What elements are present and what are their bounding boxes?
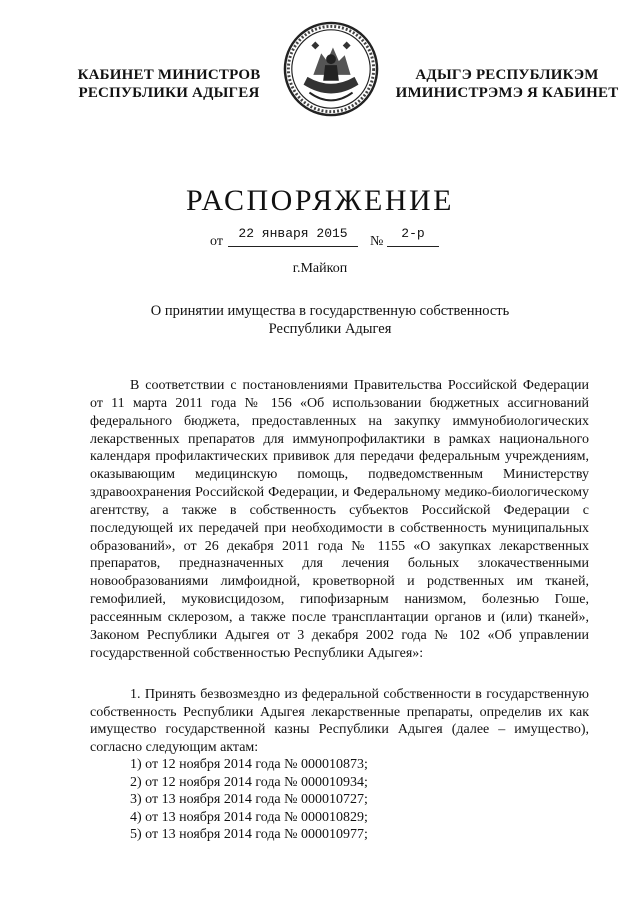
issuer-line-2: РЕСПУБЛИКИ АДЫГЕЯ xyxy=(78,85,260,101)
issuer-line-1: АДЫГЭ РЕСПУБЛИКЭМ xyxy=(415,67,599,83)
list-item: 3) от 13 ноября 2014 года № 000010727; xyxy=(130,792,368,807)
date-underline xyxy=(228,246,358,247)
number-prefix: № xyxy=(370,234,384,249)
list-item: 1) от 12 ноября 2014 года № 000010873; xyxy=(130,757,368,772)
issuer-line-2: ИМИНИСТРЭМЭ Я КАБИНЕТ xyxy=(395,85,619,101)
list-item: 2) от 12 ноября 2014 года № 000010934; xyxy=(130,774,368,790)
document-number: 2-р xyxy=(401,226,425,241)
acts-list xyxy=(130,756,530,844)
clause-1-paragraph: 1. Принять безвозмездно из федеральной собственности в государственную собственность Республики Адыгея лекарственные препараты, определив их как имущество государственной казны Республики Адыгея (далее – имущество), согласно следующим актам: xyxy=(90,687,589,755)
preamble-paragraph: В соответствии с постановлениями Правительства Российской Федерации от 11 марта 2011 года № 156 «Об использовании бюджетных ассигнований федерального бюджета, предоставленных на закупку иммунобиологических лекарственных препаратов для иммунопрофилактики в рамках национального календаря профилактических прививок для передачи федеральным учреждениям, оказывающим медицинскую помощь, подведомственным Министерству здравоохранения Российской Федерации, и Федеральному медико-биологическому агентству, а также в собственность субъектов Российской Федерации с последующей их передачей при необходимости в собственность муниципальных образований», от 26 декабря 2011 года № 1155 «О закупках лекарственных препаратов, предназначенных для лечения больных злокачественными новообразованиями лимфоидной, кроветворной и родственных им тканей, гемофилией, муковисцидозом, гипофизарным нанизмом, болезнью Гоше, рассеянным склерозом, а также после трансплантации органов и (или) тканей», Законом Республики Адыгея от 3 декабря 2002 года № 102 «Об управлении государственной собственностью Республики Адыгея»: xyxy=(90,378,589,661)
document-date: 22 января 2015 xyxy=(238,226,348,241)
list-item: 5) от 13 ноября 2014 года № 000010977; xyxy=(130,827,368,842)
number-underline xyxy=(387,246,439,247)
issuer-line-1: КАБИНЕТ МИНИСТРОВ xyxy=(77,67,261,83)
issuer-name-adyghe xyxy=(392,66,622,102)
date-prefix: от xyxy=(210,234,223,249)
subject-line-1: О принятии имущества в государственную собственность xyxy=(150,303,510,319)
list-item: 4) от 13 ноября 2014 года № 000010829; xyxy=(130,809,368,825)
subject-line-2: Республики Адыгея xyxy=(268,321,392,337)
issuer-name-russian xyxy=(74,66,264,102)
city: г.Майкоп xyxy=(292,261,348,276)
document-title: РАСПОРЯЖЕНИЕ xyxy=(185,184,455,217)
date-number-row xyxy=(0,226,640,250)
document-subject xyxy=(120,302,540,338)
coat-of-arms-icon xyxy=(282,20,380,118)
